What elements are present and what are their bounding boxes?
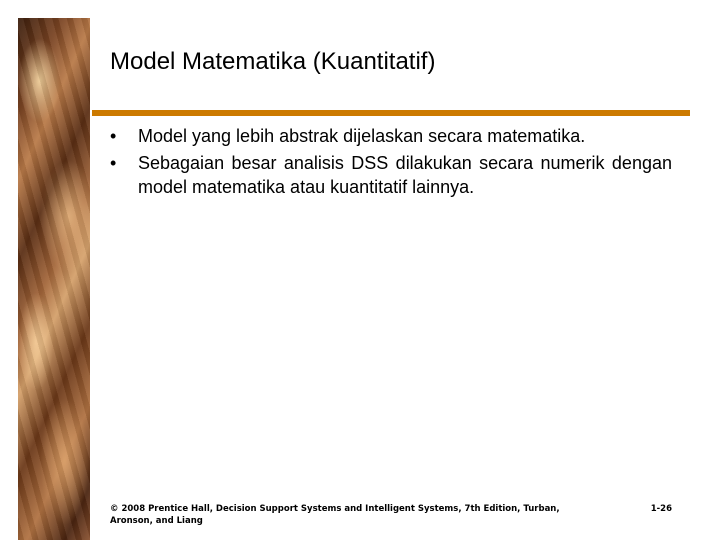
title-divider-rule [92, 110, 690, 116]
bullet-marker: • [110, 153, 117, 173]
page-number: 1-26 [650, 504, 672, 514]
footer-copyright: © 2008 Prentice Hall, Decision Support Systems and Intelligent Systems, 7th Edition, Turban, Aronson, and Liang [110, 504, 560, 526]
bullet-text: Sebagaian besar analisis DSS dilakukan secara numerik dengan model matematika atau kuantitatif lainnya. [138, 153, 672, 197]
slide-title: Model Matematika (Kuantitatif) [110, 48, 436, 75]
bullet-list [110, 124, 672, 202]
decorative-wood-strip [18, 18, 90, 540]
bullet-item [110, 124, 672, 148]
bullet-marker: • [110, 126, 117, 146]
bullet-text: Model yang lebih abstrak dijelaskan secara matematika. [138, 126, 586, 146]
bullet-item [110, 151, 672, 199]
